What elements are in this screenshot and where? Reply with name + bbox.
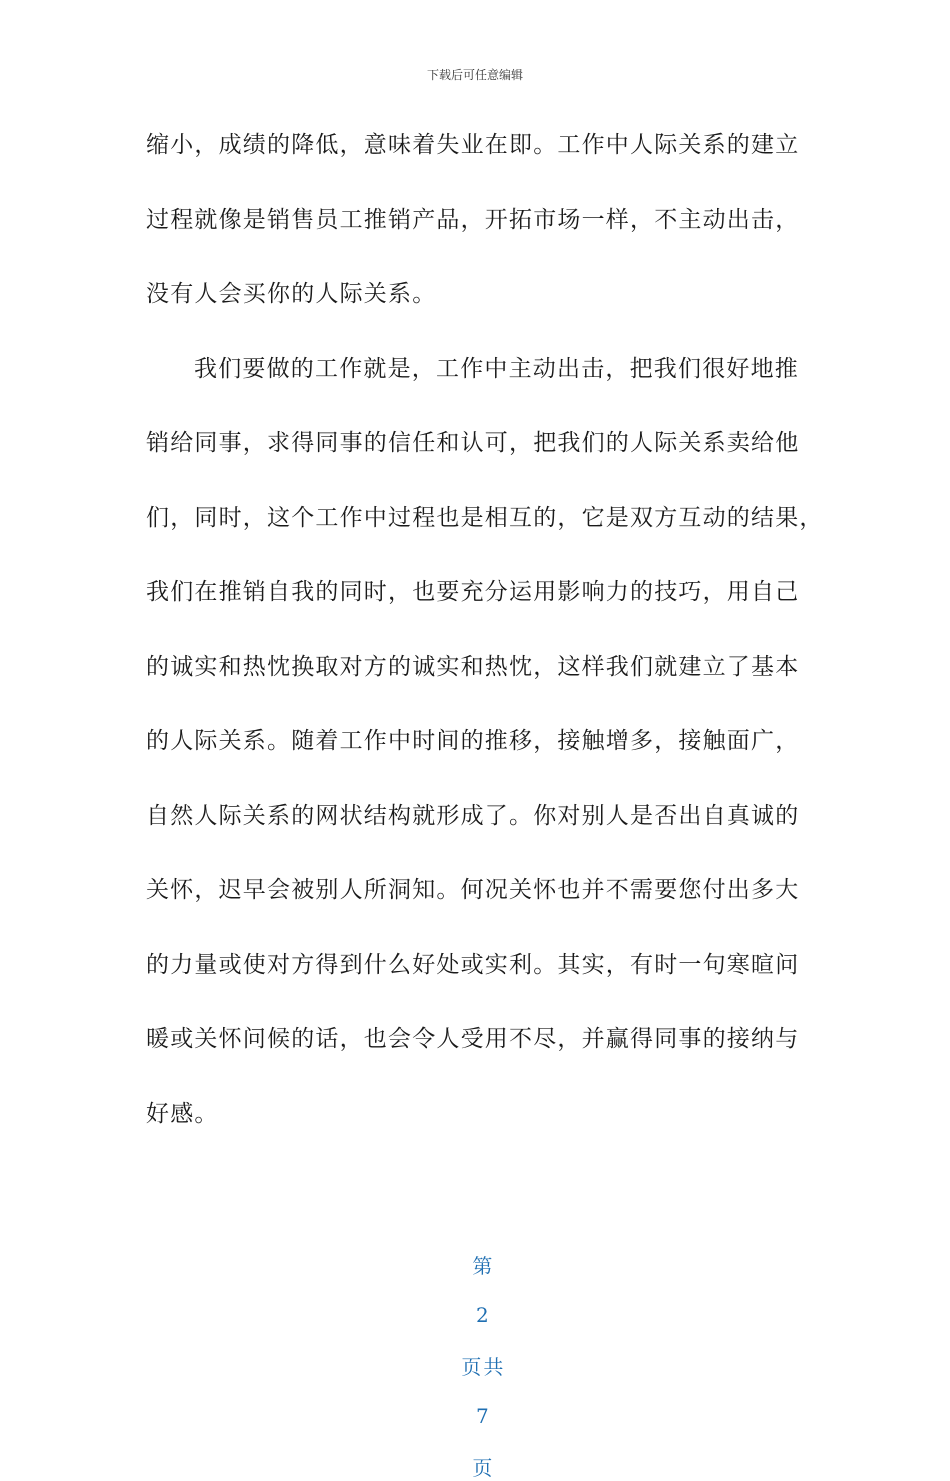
page-footer [0,1226,950,1481]
text-line: 我们在推销自我的同时，也要充分运用影响力的技巧，用自己 [146,579,800,605]
document-body [146,127,824,1170]
text-line: 过程就像是销售员工推销产品，开拓市场一样，不主动出击， [146,206,800,233]
text-line: 的力量或使对方得到什么好处或实利。其实，有时一句寒暄问 [146,951,800,978]
text-line: 好感。 [146,1100,219,1127]
page-header: 下载后可任意编辑 [426,68,523,82]
page-mid: 页共 [461,1355,506,1379]
page-total: 7 [475,1404,491,1428]
page-prefix: 第 [472,1254,495,1278]
page-number: 2 [475,1303,491,1327]
text-line: 的人际关系。随着工作中时间的推移，接触增多，接触面广， [146,728,800,754]
text-line: 的诚实和热忱换取对方的诚实和热忱，这样我们就建立了基本 [146,653,800,680]
text-line: 们，同时，这个工作中过程也是相互的，它是双方互动的结果， [146,504,824,531]
page-suffix: 页 [472,1456,495,1480]
text-line: 销给同事，求得同事的信任和认可，把我们的人际关系卖给他 [146,430,800,456]
text-line: 关怀，迟早会被别人所洞知。何况关怀也并不需要您付出多大 [146,877,800,903]
text-line: 暖或关怀问候的话，也会令人受用不尽，并赢得同事的接纳与 [146,1026,800,1052]
text-line: 自然人际关系的网状结构就形成了。你对别人是否出自真诚的 [146,802,800,829]
text-line: 没有人会买你的人际关系。 [146,281,437,307]
text-line: 我们要做的工作就是，工作中主动出击，把我们很好地推 [194,355,799,382]
text-line: 缩小，成绩的降低，意味着失业在即。工作中人际关系的建立 [146,132,800,158]
